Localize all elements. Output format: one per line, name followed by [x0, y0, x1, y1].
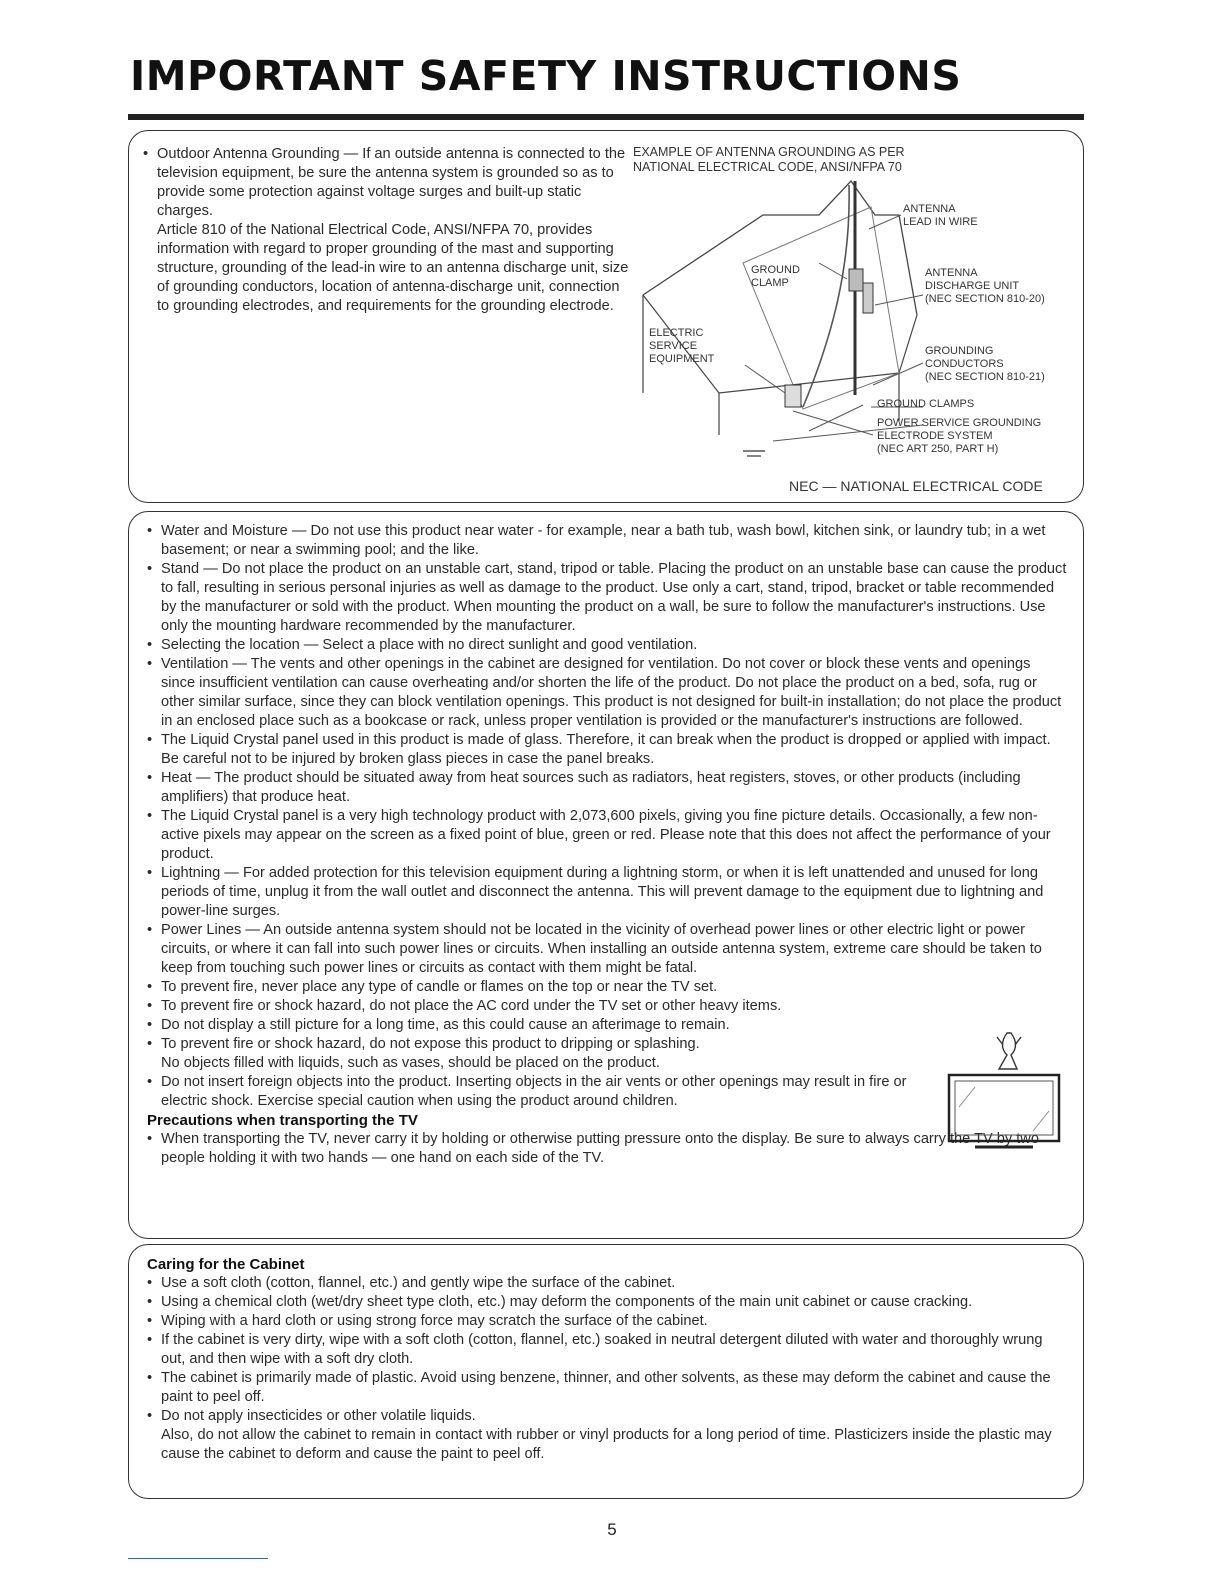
antenna-grounding-diagram: [623, 145, 1075, 495]
diagram-heading-line-2: NATIONAL ELECTRICAL CODE, ANSI/NFPA 70: [633, 160, 902, 174]
page-title: IMPORTANT SAFETY INSTRUCTIONS: [130, 52, 962, 100]
label-nec-note: NEC — NATIONAL ELECTRICAL CODE: [789, 478, 1043, 494]
label-grounding-conductors: GROUNDING CONDUCTORS (NEC SECTION 810-21): [925, 345, 1045, 383]
list-item: • To prevent fire or shock hazard, do not place the AC cord under the TV set or other heavy items.: [147, 997, 907, 1016]
list-item: • If the cabinet is very dirty, wipe with a soft cloth (cotton, flannel, etc.) soaked in neutral detergent diluted with water and thoroughly wrung out, and then wipe with a soft dry cloth.: [147, 1331, 1067, 1369]
list-item: • The cabinet is primarily made of plastic. Avoid using benzene, thinner, and other solvents, as these may deform the cabinet and cause the paint to peel off.: [147, 1369, 1067, 1407]
label-ground-clamps: GROUND CLAMPS: [877, 398, 975, 410]
list-item: • Do not insert foreign objects into the product. Inserting objects in the air vents or other openings may result in fire or electric shock. Exercise special caution when using the product around children.: [147, 1073, 907, 1111]
label-ground-clamp: GROUND CLAMP: [751, 264, 800, 289]
general-safety-list: [147, 522, 1067, 978]
general-safety-list-narrow: [147, 978, 907, 1054]
liquids-note: No objects filled with liquids, such as vases, should be placed on the product.: [161, 1055, 660, 1071]
label-antenna-lead-in-wire: ANTENNA LEAD IN WIRE: [903, 203, 978, 228]
antenna-paragraph-line-1: Outdoor Antenna Grounding — If an outside antenna is connected to the television equipment, be sure the antenna system is grounded so as to provide some protection against voltage surges and built-up static charges.: [157, 146, 626, 219]
list-item: • Wiping with a hard cloth or using strong force may scratch the surface of the cabinet.: [147, 1312, 1067, 1331]
antenna-paragraph-item: [143, 145, 631, 316]
general-safety-content: [147, 522, 1067, 1168]
list-item: • Stand — Do not place the product on an unstable cart, stand, tripod or table. Placing the product on an unstable base can cause the product to fall, resulting in serious personal injuries as well as damage to the product. Use only a cart, stand, tripod, bracket or table recommended by the manufacturer or sold with the product. When mounting the product on a wall, be sure to follow the manufacturer's instructions. Use only the mounting hardware recommended by the manufacturer.: [147, 560, 1067, 636]
list-item: • Do not apply insecticides or other volatile liquids.: [147, 1407, 1067, 1426]
general-safety-box: [128, 511, 1084, 1239]
antenna-paragraph: [143, 145, 631, 316]
title-rule: [128, 114, 1084, 120]
footer-rule: [128, 1558, 268, 1559]
list-item: • Use a soft cloth (cotton, flannel, etc.) and gently wipe the surface of the cabinet.: [147, 1274, 1067, 1293]
transport-list: [147, 1130, 1067, 1168]
list-item: • Do not display a still picture for a long time, as this could cause an afterimage to remain.: [147, 1016, 907, 1035]
list-item: • Power Lines — An outside antenna system should not be located in the vicinity of overhead power lines or other electric light or power circuits, or where it can fall into such power lines or circuits. When installing an outside antenna system, extreme care should be taken to keep from touching such power lines or circuits as contact with them might be fatal.: [147, 921, 1067, 978]
foreign-objects-list: [147, 1073, 907, 1111]
label-antenna-discharge-unit: ANTENNA DISCHARGE UNIT (NEC SECTION 810-20): [925, 267, 1045, 305]
list-item: • Using a chemical cloth (wet/dry sheet type cloth, etc.) may deform the components of the main unit cabinet or cause cracking.: [147, 1293, 1067, 1312]
no-liquids-tv-icon: [941, 1027, 1065, 1151]
diagram-heading-line-1: EXAMPLE OF ANTENNA GROUNDING AS PER: [633, 145, 905, 159]
cabinet-care-content: [147, 1255, 1067, 1464]
cabinet-heading: Caring for the Cabinet: [147, 1256, 305, 1273]
antenna-grounding-box: [128, 130, 1084, 503]
page-number: 5: [607, 1520, 617, 1539]
list-item: • The Liquid Crystal panel is a very high technology product with 2,073,600 pixels, giving you fine picture details. Occasionally, a few non-active pixels may appear on the screen as a fixed point of blue, green or red. Please note that this does not affect the performance of your product.: [147, 807, 1067, 864]
list-item: • Ventilation — The vents and other openings in the cabinet are designed for ventilation. Do not cover or block these vents and openings since insufficient ventilation can cause overheating and/or shorten the life of the product. Do not place the product on a bed, sofa, rug or other similar surface, since they can block ventilation openings. This product is not designed for built-in installation; do not place the product in an enclosed place such as a bookcase or rack, unless proper ventilation is provided or the manufacturer's instructions are followed.: [147, 655, 1067, 731]
label-power-service-grounding: POWER SERVICE GROUNDING ELECTRODE SYSTEM (NEC ART 250, PART H): [877, 417, 1042, 455]
antenna-paragraph-line-2: Article 810 of the National Electrical Code, ANSI/NFPA 70, provides information with regard to proper grounding of the mast and supporting structure, grounding of the lead-in wire to an antenna discharge unit, size of grounding conductors, location of antenna-discharge unit, connection to grounding electrodes, and requirements for the grounding electrode.: [157, 222, 629, 314]
list-item: • Water and Moisture — Do not use this product near water - for example, near a bath tub, wash bowl, kitchen sink, or laundry tub; in a wet basement; or near a swimming pool; and the like.: [147, 522, 1067, 560]
cabinet-care-box: [128, 1244, 1084, 1499]
list-item: • When transporting the TV, never carry it by holding or otherwise putting pressure onto the display. Be sure to always carry the TV by two people holding it with two hands — one hand on each side of the TV.: [147, 1130, 1067, 1168]
list-item: • Lightning — For added protection for this television equipment during a lightning storm, or when it is left unattended and unused for long periods of time, unplug it from the wall outlet and disconnect the antenna. This will prevent damage to the equipment due to lightning and power-line surges.: [147, 864, 1067, 921]
transport-heading: Precautions when transporting the TV: [147, 1112, 418, 1129]
list-item: • The Liquid Crystal panel used in this product is made of glass. Therefore, it can break when the product is dropped or applied with impact. Be careful not to be injured by broken glass pieces in case the panel breaks.: [147, 731, 1067, 769]
list-item: • Heat — The product should be situated away from heat sources such as radiators, heat registers, stoves, or other products (including amplifiers) that produce heat.: [147, 769, 1067, 807]
list-item: • To prevent fire, never place any type of candle or flames on the top or near the TV set.: [147, 978, 907, 997]
cabinet-list: [147, 1274, 1067, 1426]
label-electric-service-equipment: ELECTRIC SERVICE EQUIPMENT: [649, 327, 715, 365]
cabinet-final-note: Also, do not allow the cabinet to remain in contact with rubber or vinyl products for a long period of time. Plasticizers inside the plastic may cause the cabinet to deform and cause the paint to peel off.: [161, 1427, 1052, 1462]
list-item: • Selecting the location — Select a place with no direct sunlight and good ventilation.: [147, 636, 1067, 655]
list-item: • To prevent fire or shock hazard, do not expose this product to dripping or splashing.: [147, 1035, 907, 1054]
